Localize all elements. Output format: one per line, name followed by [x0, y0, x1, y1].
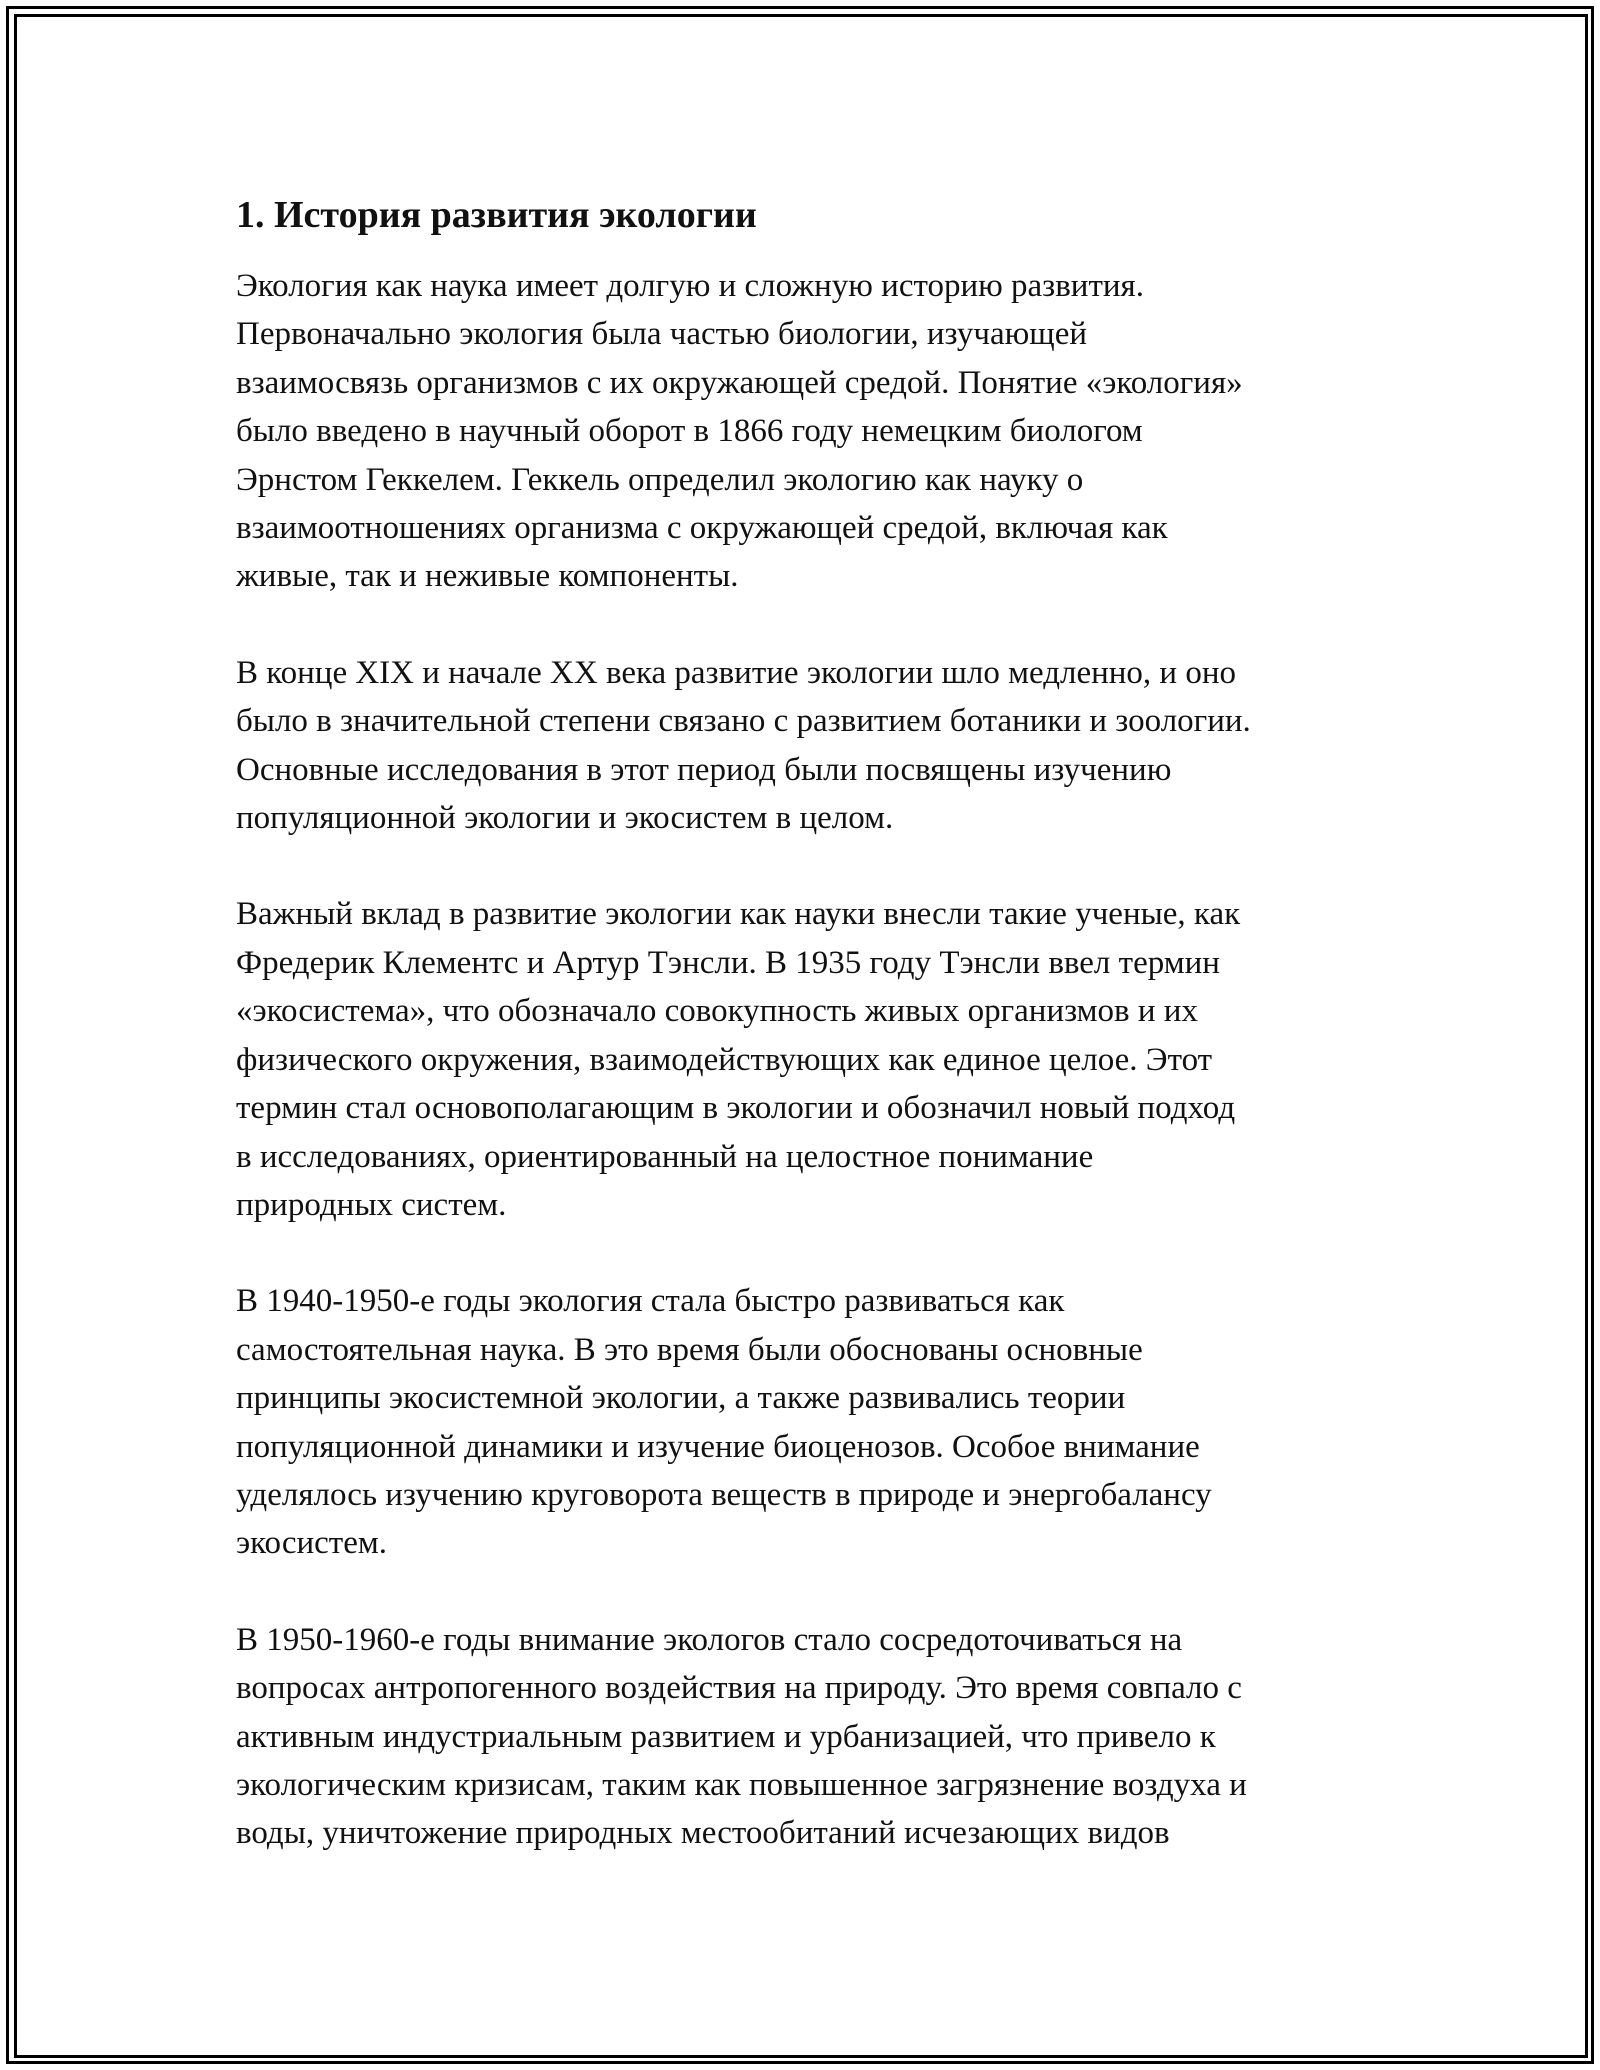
paragraph-4: В 1940-1950-е годы экология стала быстро развиваться как самостоятельная наука. В это время были обоснованы основные принципы экосистемной экологии, а также развивались теории популяционной динамики и изучение биоценозов. Особое внимание уделялось изучению круговорота веществ в природе и энергобалансу экосистем.	[236, 1283, 1212, 1562]
document-body	[236, 186, 1376, 1906]
paragraph-2: В конце XIX и начале XX века развитие экологии шло медленно, и оно было в значительной степени связано с развитием ботаники и зоологии. Основные исследования в этот период были посвящены изучению популяционной экологии и экосистем в целом.	[236, 654, 1251, 837]
paragraph-3: Важный вклад в развитие экологии как науки внесли такие ученые, как Фредерик Клементс и Артур Тэнсли. В 1935 году Тэнсли ввел термин «экосистема», что обозначало совокупность живых организмов и их физического окружения, взаимодействующих как единое целое. Этот термин стал основополагающим в экологии и обозначил новый подход в исследованиях, ориентированный на целостное понимание природных систем.	[236, 896, 1241, 1223]
paragraph-5: В 1950-1960-е годы внимание экологов стало сосредоточиваться на вопросах антропогенного воздействия на природу. Это время совпало с активным индустриальным развитием и урбанизацией, что привело к экологическим кризисам, таким как повышенное загрязнение воздуха и воды, уничтожение природных местообитаний исчезающих видов	[236, 1621, 1247, 1852]
paragraph-1: Экология как наука имеет долгую и сложную историю развития. Первоначально экология была частью биологии, изучающей взаимосвязь организмов с их окружающей средой. Понятие «экология» было введено в научный оборот в 1866 году немецким биологом Эрнстом Геккелем. Геккель определил экологию как науку о взаимоотношениях организма с окружающей средой, включая как живые, так и неживые компоненты.	[236, 268, 1243, 595]
section-heading: 1. История развития экологии	[236, 194, 757, 236]
